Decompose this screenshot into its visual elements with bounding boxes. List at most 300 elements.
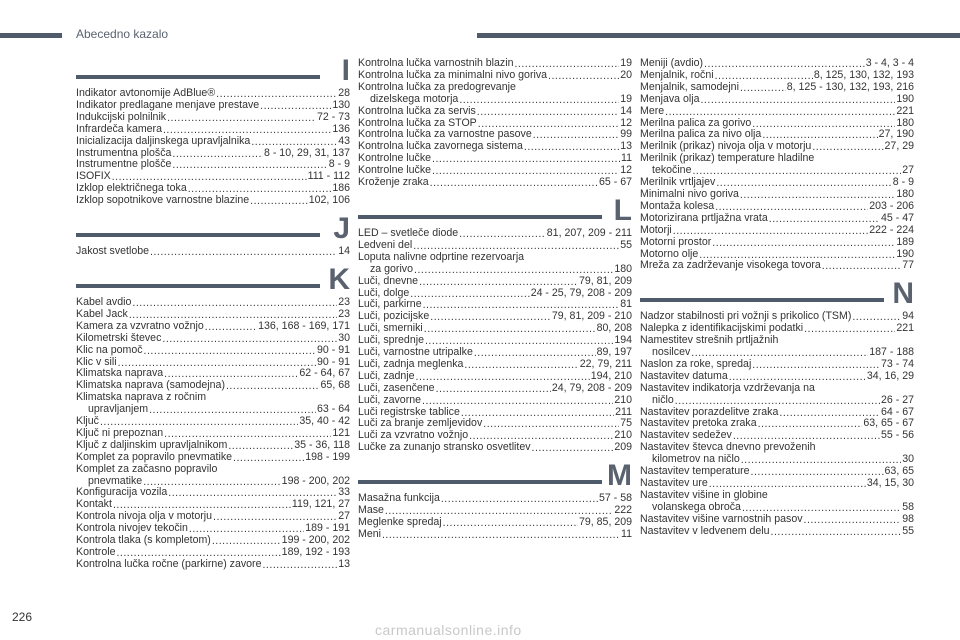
index-entry: [640, 442, 914, 466]
index-entry: [358, 493, 632, 505]
entry-page-ref: 194: [614, 334, 632, 347]
index-entry: [640, 153, 914, 177]
entry-page-ref: 73 - 74: [881, 357, 914, 370]
entry-page-ref: 90 - 91: [317, 355, 350, 368]
dot-leader: [514, 59, 619, 70]
entry-term: Konfiguracija vozila: [76, 486, 168, 499]
dot-leader: [172, 149, 263, 160]
index-section: [76, 54, 350, 207]
section-gap: [640, 272, 914, 281]
index-section: [76, 212, 350, 258]
entry-term: Nastavitev ure: [640, 477, 708, 489]
entry-page-ref: 79, 81, 209 - 210: [551, 310, 632, 323]
entry-page-ref: 203 - 206: [869, 199, 914, 212]
entry-page-ref: 13: [620, 140, 632, 153]
dot-leader: [432, 166, 619, 177]
index-entry: [640, 383, 914, 407]
entry-term: Instrumentna plošča: [76, 146, 172, 159]
entry-page-ref: 8, 125, 130, 132, 193: [813, 68, 914, 81]
index-entry: [358, 276, 632, 288]
entry-term: Luči, smerniki: [358, 322, 423, 335]
dot-leader: [464, 360, 578, 371]
dot-leader: [423, 300, 620, 311]
entry-page-ref: 180: [896, 187, 914, 200]
entry-term: kilometrov na ničlo: [652, 453, 740, 466]
dot-leader: [112, 172, 307, 183]
dot-leader: [410, 289, 529, 300]
index-entry: [358, 106, 632, 118]
entry-page-ref: 11: [621, 527, 632, 540]
dot-leader: [548, 71, 619, 82]
entry-term: Luči, zasenčene: [358, 381, 435, 394]
dot-leader: [771, 527, 902, 538]
entry-term: Menjava olja: [640, 92, 700, 105]
entry-term: Ključ ni prepoznan: [76, 426, 164, 439]
index-entry: [358, 252, 632, 276]
entry-term: Nastavitev temperature: [640, 465, 750, 478]
dot-leader: [524, 142, 619, 153]
index-entry: [358, 177, 632, 189]
dot-leader: [100, 417, 298, 428]
entry-page-ref: 8 - 9: [892, 176, 914, 189]
index-entry: [640, 94, 914, 106]
entry-page-ref: 27, 29: [884, 140, 914, 153]
entry-term: Motorji: [640, 223, 672, 236]
index-entry: [76, 159, 350, 171]
dot-leader: [262, 560, 337, 571]
section-gap: [76, 207, 350, 216]
index-entry: [640, 237, 914, 249]
dot-leader: [709, 479, 866, 490]
entry-term: Kontakt: [76, 498, 112, 511]
dot-leader: [742, 503, 901, 514]
entry-term: Luči, pozicijske: [358, 310, 430, 323]
index-entry: [76, 309, 350, 321]
index-entry: [640, 490, 914, 514]
dot-leader: [740, 190, 895, 201]
entry-page-ref: 55 - 56: [881, 429, 914, 442]
entry-term: Kontrole: [76, 546, 116, 558]
entry-term: nosilcev: [652, 346, 691, 359]
index-entry: [640, 106, 914, 118]
dot-leader: [769, 214, 880, 225]
index-entry: [76, 357, 350, 369]
entry-term: Kontrolna lučka za varnostne pasove: [358, 128, 532, 141]
entry-term: Mreža za zadrževanje visokega tovora: [640, 259, 821, 272]
entry-term: LED – svetleče diode: [358, 226, 459, 239]
entry-term: Luči, zadnje: [358, 369, 415, 382]
section-letter: M: [607, 459, 632, 493]
index-section: [640, 58, 914, 272]
entry-line: [640, 106, 914, 118]
entry-line: [76, 547, 350, 559]
dot-leader: [441, 494, 598, 505]
section-letter: L: [613, 193, 632, 227]
section-letter: N: [892, 277, 914, 311]
dot-leader: [443, 518, 578, 529]
entry-page-ref: 8, 125 - 130, 132, 193, 216: [786, 80, 914, 93]
entry-line: [76, 404, 350, 416]
entry-page-ref: 63 - 64: [317, 403, 350, 416]
section-header: [76, 212, 350, 246]
dot-leader: [483, 419, 619, 430]
dot-leader: [382, 530, 620, 541]
dot-leader: [143, 477, 280, 488]
entry-term: Merilna palica za gorivo: [640, 116, 752, 129]
entry-term: Infrardeča kamera: [76, 122, 162, 135]
entry-page-ref: 55: [902, 524, 914, 537]
dot-leader: [459, 95, 619, 106]
entry-term: Montaža kolesa: [640, 199, 715, 212]
watermark: carmanualsonline.info: [375, 622, 522, 638]
entry-line: [76, 136, 350, 148]
entry-line: [358, 94, 632, 106]
entry-page-ref: 45 - 47: [881, 211, 914, 224]
index-entry: [358, 240, 632, 252]
entry-page-ref: 94: [902, 310, 914, 323]
entry-page-ref: 34, 15, 30: [866, 477, 914, 489]
entry-term: Meniji (avdio): [640, 57, 703, 69]
entry-page-ref: 27: [338, 510, 350, 523]
index-column-2: [358, 58, 632, 541]
entry-line: [640, 201, 914, 213]
entry-line: [640, 383, 914, 395]
dot-leader: [414, 265, 613, 276]
entry-term: Kontrolna lučka zavornega sistema: [358, 140, 523, 153]
entry-page-ref: 62 - 64, 67: [299, 367, 350, 380]
entry-term: ničlo: [652, 393, 674, 406]
dot-leader: [430, 178, 598, 189]
index-entry: [76, 464, 350, 488]
entry-term: Klic na pomoč: [76, 343, 143, 356]
dot-leader: [167, 113, 316, 124]
entry-line: [358, 505, 632, 517]
section-rule: [76, 284, 320, 288]
entry-term: Motorizirana prtljažna vrata: [640, 211, 768, 224]
index-entry: [76, 392, 350, 416]
dot-leader: [260, 101, 331, 112]
dot-leader: [425, 336, 613, 347]
index-entry: [640, 225, 914, 237]
entry-page-ref: 64 - 67: [881, 405, 914, 418]
entry-term: Nastavitev porazdelitve zraka: [640, 405, 779, 418]
entry-term: Kontrola nivojev tekočin: [76, 522, 188, 535]
dot-leader: [385, 506, 613, 517]
index-entry: [76, 246, 350, 258]
dot-leader: [692, 166, 901, 177]
entry-page-ref: 187 - 188: [869, 346, 914, 359]
entry-page-ref: 211: [615, 405, 632, 418]
entry-page-ref: 210: [614, 393, 632, 406]
dot-leader: [691, 348, 868, 359]
dot-leader: [419, 277, 578, 288]
entry-page-ref: 23: [338, 307, 350, 320]
section-gap: [358, 454, 632, 463]
index-section: [358, 193, 632, 454]
entry-term: Luči za branje zemljevidov: [358, 417, 483, 430]
section-header: [640, 277, 914, 311]
index-entry: [358, 529, 632, 541]
dot-leader: [675, 396, 880, 407]
entry-page-ref: 121: [332, 426, 350, 439]
dot-leader: [228, 441, 293, 452]
entry-term: Naslon za roke, spredaj: [640, 357, 752, 370]
entry-line: [76, 559, 350, 571]
entry-page-ref: 102, 106: [308, 194, 350, 207]
entry-line: [76, 499, 350, 511]
entry-term: Luči, dolge: [358, 286, 410, 299]
entry-line: [76, 246, 350, 258]
entry-term: Klimatska naprava z ročnim: [76, 391, 207, 404]
index-entry: [76, 321, 350, 333]
entry-page-ref: 222 - 224: [869, 223, 914, 236]
entry-term: Ledveni del: [358, 238, 413, 251]
section-rule: [358, 480, 602, 484]
entry-term: Motorno olje: [640, 247, 699, 260]
dot-leader: [461, 408, 614, 419]
index-section: [358, 58, 632, 189]
entry-page-ref: 81, 207, 209 - 211: [546, 226, 632, 239]
dot-leader: [205, 322, 257, 333]
entry-term: Luči, zadnja meglenka: [358, 357, 464, 370]
index-column-3: [640, 58, 914, 538]
dot-leader: [250, 196, 308, 207]
entry-page-ref: 8 - 9: [328, 158, 350, 171]
entry-page-ref: 180: [896, 116, 914, 129]
entry-line: [358, 383, 632, 395]
entry-page-ref: 63, 65 - 67: [863, 417, 914, 430]
entry-term: Masažna funkcija: [358, 492, 440, 505]
entry-term: Kontrolne lučke: [358, 152, 432, 165]
index-entry: [76, 112, 350, 124]
dot-leader: [188, 184, 332, 195]
entry-term: ISOFIX: [76, 170, 111, 183]
dot-leader: [251, 137, 337, 148]
entry-page-ref: 27: [902, 164, 914, 177]
entry-term: Komplet za začasno popravilo: [76, 462, 218, 475]
entry-page-ref: 13: [338, 557, 350, 570]
dot-leader: [779, 408, 880, 419]
entry-line: [76, 309, 350, 321]
entry-page-ref: 72 - 73: [317, 110, 350, 123]
entry-term: Luči, dnevne: [358, 274, 419, 287]
index-entry: [76, 195, 350, 207]
entry-term: volanskega obroča: [652, 500, 741, 513]
index-entry: [640, 371, 914, 383]
entry-term: Meglenke spredaj: [358, 516, 442, 528]
entry-term: tekočine: [652, 164, 692, 177]
dot-leader: [164, 429, 331, 440]
entry-term: Jakost svetlobe: [76, 245, 150, 258]
entry-line: [358, 529, 632, 541]
dot-leader: [413, 241, 619, 252]
entry-term: Izklop električnega toka: [76, 182, 187, 195]
entry-term: Namestitev strešnih prtljažnih: [640, 334, 779, 347]
entry-term: za gorivo: [370, 262, 413, 275]
index-entry: [76, 559, 350, 571]
entry-line: [358, 82, 632, 94]
entry-page-ref: 77: [902, 259, 914, 272]
entry-page-ref: 58: [902, 500, 914, 513]
dot-leader: [118, 358, 316, 369]
entry-line: [76, 321, 350, 333]
entry-page-ref: 80, 208: [596, 322, 632, 335]
entry-term: Menjalnik, samodejni: [640, 80, 739, 93]
entry-term: Kontrolna lučka za STOP: [358, 116, 477, 129]
entry-page-ref: 35, 40 - 42: [299, 415, 350, 428]
index-entry: [640, 514, 914, 526]
index-column-1: [76, 54, 350, 571]
entry-page-ref: 23: [338, 295, 350, 308]
index-section: [76, 262, 350, 571]
entry-page-ref: 33: [338, 486, 350, 499]
dot-leader: [741, 455, 901, 466]
index-entry: [76, 547, 350, 559]
dot-leader: [729, 372, 866, 383]
entry-term: Kabel Jack: [76, 307, 128, 320]
entry-term: Indukcijski polnilnik: [76, 110, 167, 123]
entry-page-ref: 43: [338, 134, 350, 147]
entry-line: [640, 213, 914, 225]
index-entry: [358, 442, 632, 454]
section-gap: [358, 189, 632, 198]
entry-term: Kontrolna lučka za predogrevanje: [358, 80, 516, 93]
dot-leader: [163, 125, 331, 136]
index-entry: [76, 416, 350, 428]
entry-term: Kontrolna lučka za minimalni nivo goriva: [358, 68, 548, 81]
entry-page-ref: 8 - 10, 29, 31, 137: [264, 146, 350, 159]
dot-leader: [751, 467, 884, 478]
entry-page-ref: 30: [902, 453, 914, 466]
index-entry: [358, 517, 632, 529]
entry-line: [640, 502, 914, 514]
entry-line: [358, 264, 632, 276]
dot-leader: [144, 346, 316, 357]
index-entry: [640, 335, 914, 359]
entry-page-ref: 136: [332, 122, 350, 135]
entry-term: Nastavitev indikatorja vzdrževanja na: [640, 381, 815, 394]
entry-page-ref: 189: [896, 235, 914, 248]
index-entry: [76, 452, 350, 464]
entry-term: Kontrolne lučke: [358, 164, 432, 177]
entry-page-ref: 189, 192 - 193: [281, 546, 350, 558]
entry-page-ref: 79, 85, 209: [578, 516, 632, 528]
entry-term: Nalepka z identifikacijskimi podatki: [640, 322, 804, 335]
entry-line: [76, 416, 350, 428]
dot-leader: [172, 160, 327, 171]
entry-page-ref: 12: [620, 116, 632, 129]
dot-leader: [422, 396, 613, 407]
dot-leader: [432, 154, 620, 165]
entry-term: Kontrola tlaka (s kompletom): [76, 534, 211, 547]
dot-leader: [704, 59, 865, 70]
entry-page-ref: 65, 68: [320, 379, 350, 392]
entry-page-ref: 30: [338, 331, 350, 344]
dot-leader: [712, 238, 895, 249]
entry-line: [76, 464, 350, 476]
entry-line: [640, 94, 914, 106]
entry-term: Mere: [640, 104, 665, 117]
entry-term: Kilometrski števec: [76, 331, 162, 344]
section-rule: [358, 215, 602, 219]
dot-leader: [478, 119, 619, 130]
entry-term: Luči registrske tablice: [358, 405, 460, 418]
entry-page-ref: 221: [896, 322, 914, 335]
dot-leader: [149, 405, 316, 416]
entry-page-ref: 190: [896, 247, 914, 260]
dot-leader: [150, 247, 337, 258]
page-header-title: Abecedno kazalo: [76, 27, 169, 41]
entry-page-ref: 28: [338, 87, 350, 99]
entry-term: Kamera za vzvratno vožnjo: [76, 319, 204, 332]
dot-leader: [812, 142, 883, 153]
index-section: [358, 459, 632, 541]
entry-term: Nastavitev višine in globine: [640, 488, 768, 501]
entry-line: [640, 225, 914, 237]
section-header: [358, 459, 632, 493]
section-rule: [76, 233, 320, 237]
dot-leader: [533, 130, 619, 141]
entry-page-ref: 22, 79, 211: [579, 357, 632, 370]
entry-term: Merilnik (prikaz) temperature hladilne: [640, 152, 815, 165]
dot-leader: [532, 443, 614, 454]
entry-term: Merilnik (prikaz) nivoja olja v motorju: [640, 140, 812, 153]
entry-term: Ključ z daljinskim upravljalnikom: [76, 438, 228, 451]
entry-term: Nastavitev datuma: [640, 369, 728, 382]
index-entry: [640, 213, 914, 225]
dot-leader: [733, 431, 880, 442]
entry-term: Klic v sili: [76, 355, 117, 368]
entry-term: Komplet za popravilo pnevmatike: [76, 450, 233, 463]
entry-line: [76, 195, 350, 207]
index-entry: [358, 82, 632, 106]
dot-leader: [132, 298, 337, 309]
entry-page-ref: 199 - 200, 202: [281, 534, 350, 547]
entry-term: Kontrolna lučka za servis: [358, 104, 476, 117]
entry-page-ref: 24, 79, 208 - 209: [551, 381, 632, 394]
dot-leader: [424, 324, 596, 335]
section-gap: [76, 258, 350, 267]
entry-page-ref: 14: [338, 245, 350, 258]
index-entry: [76, 171, 350, 183]
section-letter: J: [333, 212, 350, 246]
index-entry: [640, 201, 914, 213]
entry-page-ref: 180: [614, 262, 632, 275]
index-entry: [76, 440, 350, 452]
entry-term: Ključ: [76, 415, 99, 428]
entry-line: [358, 106, 632, 118]
entry-term: Loputa nalivne odprtine rezervoarja: [358, 250, 525, 263]
dot-leader: [762, 130, 877, 141]
entry-line: [76, 171, 350, 183]
entry-page-ref: 63, 65: [884, 465, 914, 478]
index-entry: [358, 371, 632, 383]
entry-line: [76, 345, 350, 357]
entry-term: Inicializacija daljinskega upravljalnika: [76, 134, 251, 147]
entry-page-ref: 222: [614, 504, 632, 517]
entry-term: Mase: [358, 504, 384, 517]
dot-leader: [852, 312, 901, 323]
entry-page-ref: 194, 210: [590, 369, 632, 382]
section-letter: I: [341, 54, 350, 87]
index-entry: [640, 82, 914, 94]
entry-page-ref: 20: [620, 68, 632, 81]
entry-line: [358, 177, 632, 189]
entry-line: [76, 159, 350, 171]
dot-leader: [469, 431, 613, 442]
entry-page-ref: 130: [332, 98, 350, 111]
header-bar-left: [0, 33, 62, 38]
